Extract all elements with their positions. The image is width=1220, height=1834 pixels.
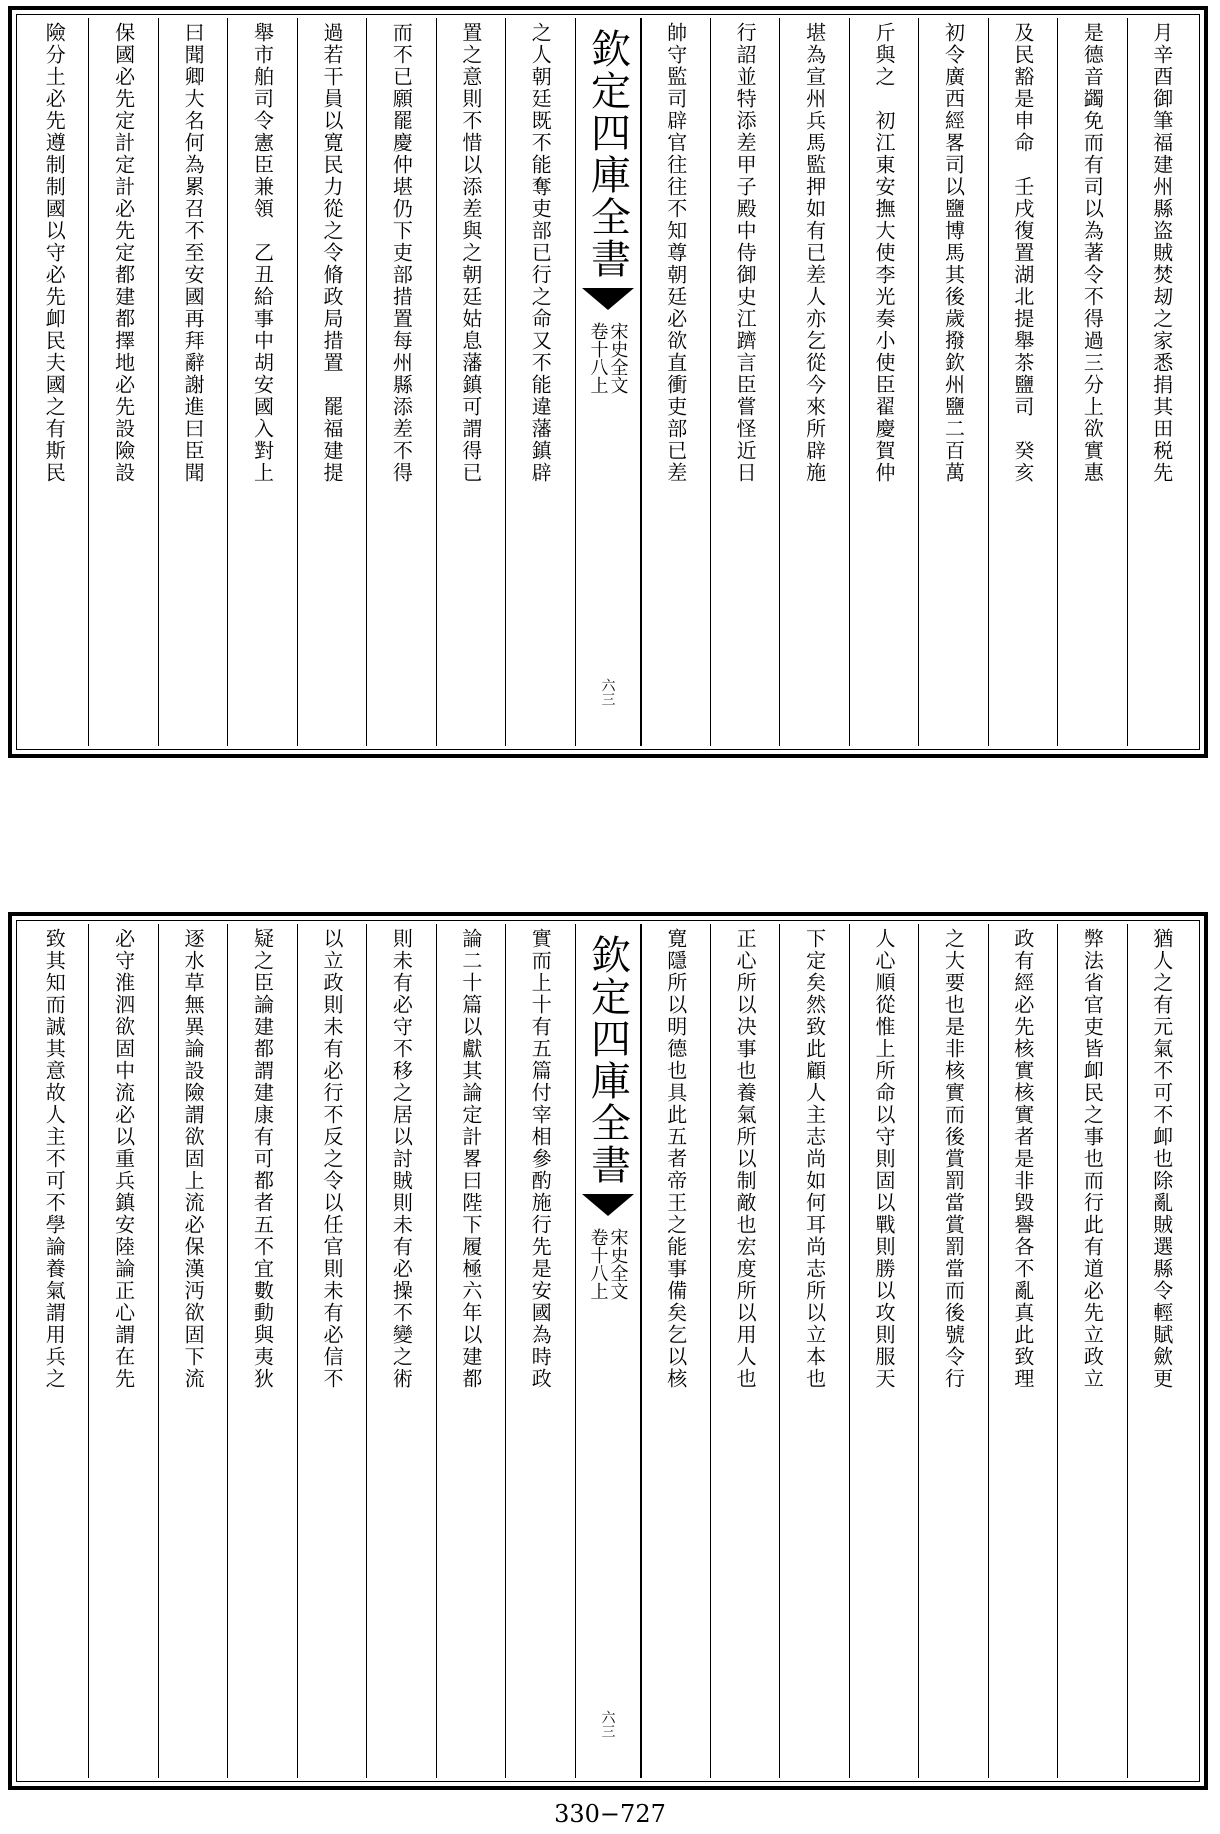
book-title: 宋史全文 bbox=[607, 322, 629, 394]
fish-tail-mark-icon bbox=[582, 1194, 634, 1216]
text-column: 月辛酉御筆福建州縣盗賊焚刼之家悉捐其田税先 bbox=[1127, 18, 1196, 746]
text-column: 之人朝廷既不能奪吏部已行之命又不能違藩鎮辟 bbox=[505, 18, 574, 746]
text-column: 及民豁是申命 壬戌復置湖北提舉茶鹽司 癸亥 bbox=[988, 18, 1057, 746]
text-column: 弊法省官吏皆卹民之事也而行此有道必先立政立 bbox=[1057, 924, 1126, 1778]
text-column: 逐水草無異論設險謂欲固上流必保漢沔欲固下流 bbox=[158, 924, 227, 1778]
book-title: 宋史全文 bbox=[607, 1228, 629, 1300]
center-fold-column bbox=[575, 924, 641, 1778]
bottom-page-panel bbox=[8, 912, 1208, 1790]
fish-tail-mark-icon bbox=[582, 288, 634, 310]
top-page-panel bbox=[8, 6, 1208, 758]
text-column: 論二十篇以獻其論定計畧曰陛下履極六年以建都 bbox=[436, 924, 505, 1778]
text-column: 實而上十有五篇付宰相參酌施行先是安國為時政 bbox=[505, 924, 574, 1778]
text-column: 斤與之 初江東安撫大使李光奏小使臣翟慶賀仲 bbox=[849, 18, 918, 746]
text-column: 險分土必先遵制制國以守必先卹民夫國之有斯民 bbox=[42, 22, 67, 484]
text-column: 則未有必守不移之居以討賊則未有必操不變之術 bbox=[366, 924, 435, 1778]
text-column: 置之意則不惜以添差與之朝廷姑息藩鎮可謂得已 bbox=[436, 18, 505, 746]
text-column: 猶人之有元氣不可不卹也除亂賊選縣令輕賦歛更 bbox=[1127, 924, 1196, 1778]
text-column: 正心所以决事也養氣所以制敵也宏度所以用人也 bbox=[710, 924, 779, 1778]
text-column: 寛隱所以明德也具此五者帝王之能事備矣乞以核 bbox=[641, 924, 710, 1778]
text-column: 疑之臣論建都謂建康有可都者五不宜數動與夷狄 bbox=[227, 924, 296, 1778]
text-column: 而不已願罷慶仲堪仍下吏部措置每州縣添差不得 bbox=[366, 18, 435, 746]
folio-number: 六三 bbox=[599, 678, 616, 706]
text-column: 政有經必先核實核實者是非毀譽各不亂真此致理 bbox=[988, 924, 1057, 1778]
text-column: 人心順從惟上所命以守則固以戰則勝以攻則服天 bbox=[849, 924, 918, 1778]
book-series-title: 欽定四庫全書 bbox=[584, 28, 631, 280]
text-column: 堪為宣州兵馬監押如有已差人亦乞從今來所辟施 bbox=[779, 18, 848, 746]
text-column: 過若干員以寛民力從之令脩政局措置 罷福建提 bbox=[297, 18, 366, 746]
folio-number: 六三 bbox=[599, 1710, 616, 1738]
page-number: 330−727 bbox=[554, 1800, 666, 1828]
text-column: 保國必先定計定計必先定都建都擇地必先設險設 bbox=[88, 18, 157, 746]
text-column: 必守淮泗欲固中流必以重兵鎮安陸論正心謂在先 bbox=[88, 924, 157, 1778]
text-column: 是德音蠲免而有司以為著令不得過三分上欲實惠 bbox=[1057, 18, 1126, 746]
book-series-title: 欽定四庫全書 bbox=[584, 934, 631, 1186]
text-column: 以立政則未有必行不反之令以任官則未有必信不 bbox=[297, 924, 366, 1778]
volume-label: 卷十八上 bbox=[587, 322, 609, 394]
center-fold-column bbox=[575, 18, 641, 746]
text-column: 曰聞卿大名何為累召不至安國再拜辭謝進曰臣聞 bbox=[158, 18, 227, 746]
text-column: 舉市舶司令憲臣兼領 乙丑給事中胡安國入對上 bbox=[227, 18, 296, 746]
text-column: 行詔並特添差甲子殿中侍御史江躋言臣嘗怪近日 bbox=[710, 18, 779, 746]
volume-label: 卷十八上 bbox=[587, 1228, 609, 1300]
text-column: 致其知而誠其意故人主不可不學論養氣謂用兵之 bbox=[42, 928, 67, 1390]
text-column: 初令廣西經畧司以鹽博馬其後歲撥欽州鹽二百萬 bbox=[918, 18, 987, 746]
text-column: 下定矣然致此顧人主志尚如何耳尚志所以立本也 bbox=[779, 924, 848, 1778]
text-column: 帥守監司辟官往往不知尊朝廷必欲直衝吏部已差 bbox=[641, 18, 710, 746]
text-column: 之大要也是非核實而後賞罰當賞罰當而後號令行 bbox=[918, 924, 987, 1778]
